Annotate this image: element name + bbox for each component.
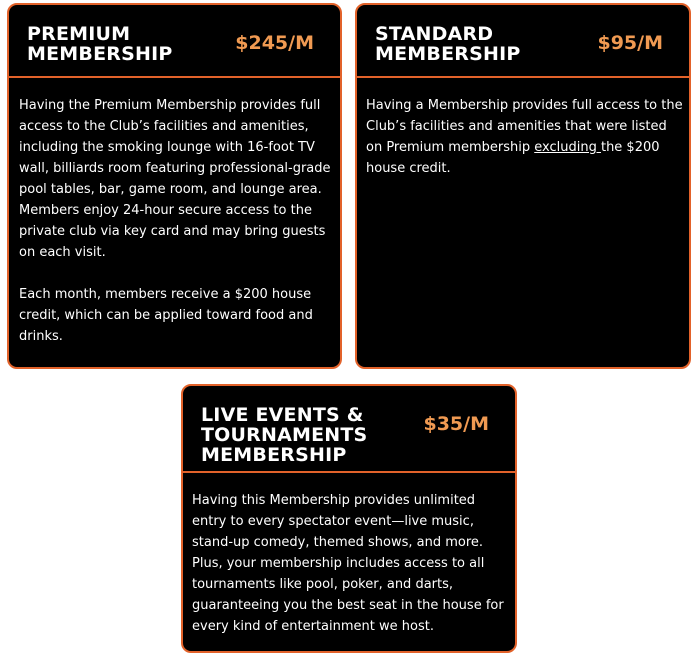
card-price: $95/M	[597, 32, 663, 54]
card-description	[366, 95, 686, 179]
live-events-membership-card	[181, 384, 517, 653]
card-header	[183, 386, 515, 473]
description-paragraph: Having the Premium Membership provides full access to the Club’s facilities and amenities, including the smoking lounge with 16-foot TV wall, billiards room featuring professional-grade pool tables, bar, game room, and lounge area. Members enjoy 24-hour secure access to the private club via key card and may bring guests on each visit.	[19, 98, 331, 260]
card-title: PREMIUM MEMBERSHIP	[27, 23, 173, 65]
card-title: LIVE EVENTS & TOURNAMENTS MEMBERSHIP	[201, 404, 368, 466]
standard-membership-card	[355, 3, 691, 369]
card-header	[9, 5, 340, 78]
description-paragraph: Having this Membership provides unlimited entry to every spectator event—live music, stand-up comedy, themed shows, and more. Plus, your membership includes access to all tournaments like pool, poker, and darts, guaranteeing you the best seat in the house for every kind of entertainment we host.	[192, 493, 504, 634]
card-price: $35/M	[423, 413, 489, 435]
card-description	[192, 490, 512, 637]
premium-membership-card	[7, 3, 342, 369]
card-price: $245/M	[235, 32, 314, 54]
description-paragraph	[366, 95, 686, 179]
excluding-link[interactable]: excluding	[534, 140, 601, 155]
card-header	[357, 5, 689, 78]
description-text: the $200 house credit.	[366, 140, 660, 176]
description-paragraph: Each month, members receive a $200 house credit, which can be applied toward food and drinks.	[19, 287, 313, 344]
card-title: STANDARD MEMBERSHIP	[375, 23, 521, 65]
card-description	[19, 95, 339, 347]
description-text: Having a Membership provides full access to the Club’s facilities and amenities that were listed on Premium membership	[366, 98, 683, 155]
